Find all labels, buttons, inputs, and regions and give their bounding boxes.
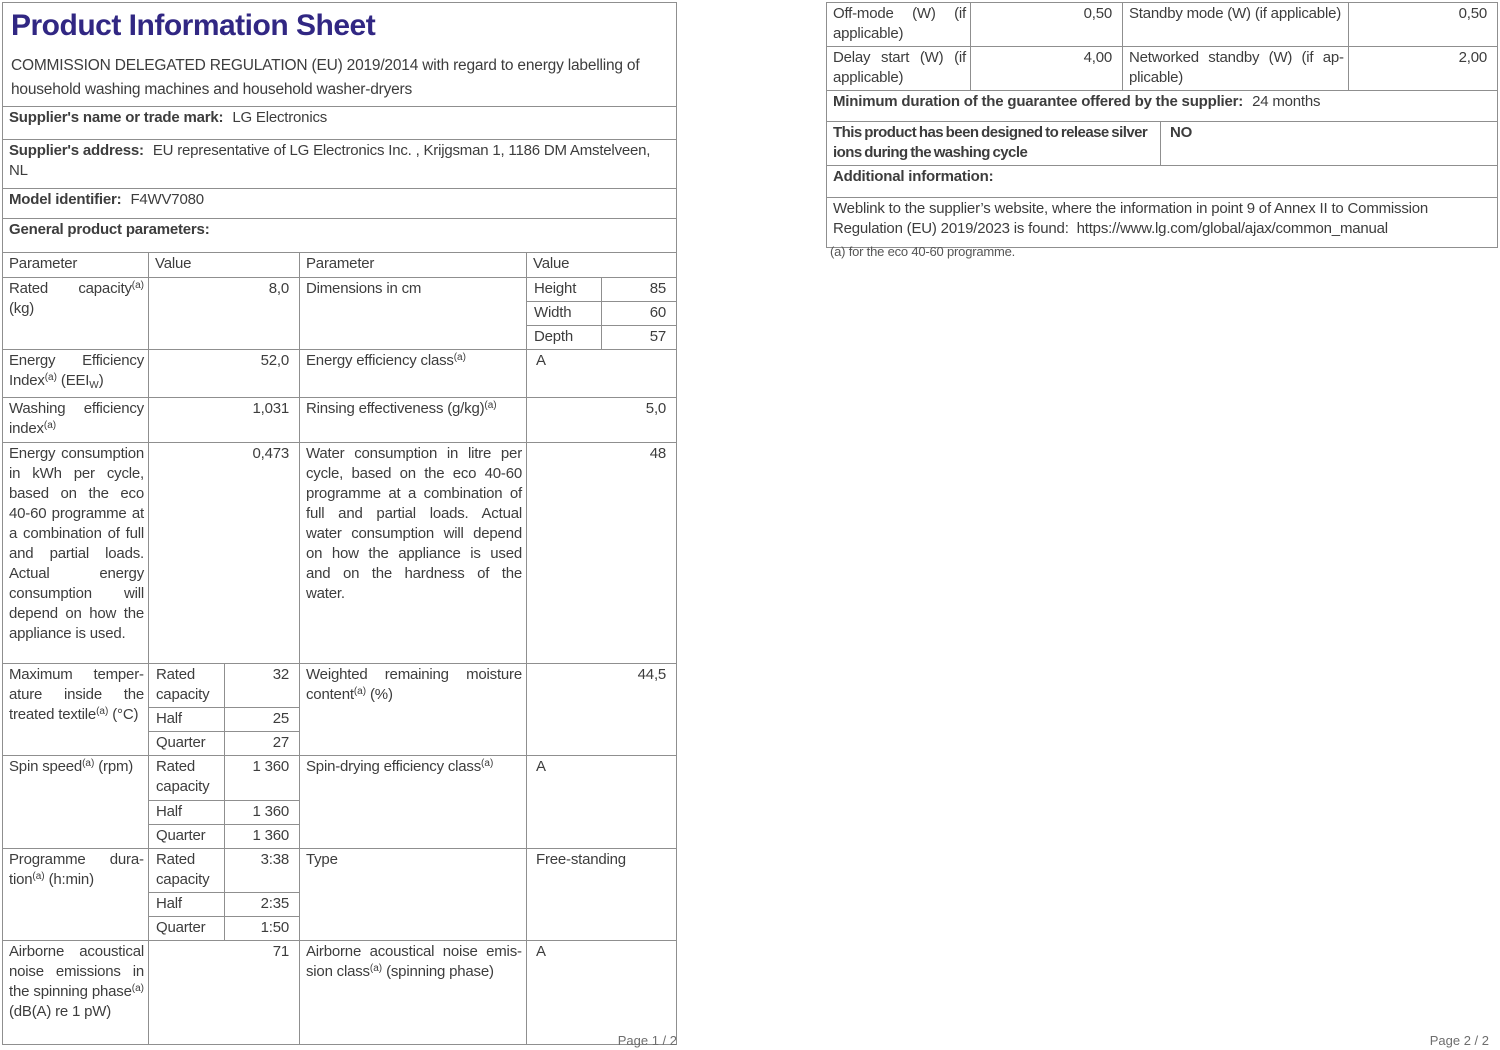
param-label: Networked standby (W) (if applicable) [1123, 47, 1349, 91]
load-value: 1 360 [225, 825, 300, 849]
column-header: Parameter [3, 253, 149, 278]
table-row-silver-ions [827, 122, 1498, 166]
table-row-guarantee [827, 91, 1498, 122]
silver-ions-label: This product has been designed to release silver ions during the washing cycle [827, 122, 1161, 166]
general-params-row [3, 219, 677, 253]
additional-info-cell [827, 166, 1498, 198]
column-header: Value [527, 253, 677, 278]
param-value: 52,0 [149, 350, 300, 398]
header-block-row [3, 3, 677, 107]
param-label: Rated capacity$^{(a)}$ (kg) [3, 278, 149, 350]
load-name: Half [149, 801, 225, 825]
load-name: Quarter [149, 917, 225, 941]
supplier-address-value: EU representative of LG Electronics Inc. , Krijgsman 1, 1186 DM Amstelveen, NL [9, 142, 651, 179]
param-label: Energy consumption in kWh per cycle, based on the eco 40-60 programme at a combination of full and partial loads. Actual energy consumption will depend on how the appliance is used. [3, 443, 149, 664]
page-1 [2, 2, 677, 1045]
param-label: Energy Efficiency Index$^{(a)}$ $(EEI_W)$ [3, 350, 149, 398]
param-value: 0,473 [149, 443, 300, 664]
param-label: Water consumption in litre per cycle, based on the eco 40-60 programme at a combination of full and partial loads. Actual water consumption will depend on how the appliance is used and on the hardness of the water. [300, 443, 527, 664]
table-row-max-temp [3, 664, 677, 708]
table-row-weblink [827, 198, 1498, 248]
param-value: 8,0 [149, 278, 300, 350]
model-identifier-value: F4WV7080 [130, 191, 204, 208]
table-row-delay-networked [827, 47, 1498, 91]
guarantee-cell [827, 91, 1498, 122]
table-row-additional-info [827, 166, 1498, 198]
table-row-spin-speed [3, 756, 677, 801]
page-1-number: Page 1 / 2 [617, 1033, 677, 1048]
page-2-number: Page 2 / 2 [1429, 1033, 1489, 1048]
load-name: Quarter [149, 825, 225, 849]
supplier-address-label: Supplier's address: [9, 142, 144, 159]
table-row-duration [3, 849, 677, 893]
param-label: Standby mode (W) (if applicable) [1123, 3, 1349, 47]
weblink-cell: Weblink to the supplier’s website, where the information in point 9 of Annex II to Commission Regulation (EU) 2019/2023 is found: https://www.lg.com/global/ajax/common_manual [827, 198, 1498, 248]
param-value: A [527, 756, 677, 849]
page-2 [826, 2, 1498, 248]
params-header-row [3, 253, 677, 278]
general-params-cell [3, 219, 677, 253]
param-label: Airborne acoustical noise emission class$^{(a)}$ (spinning phase) [300, 941, 527, 1045]
supplier-address-row [3, 140, 677, 189]
title-block [3, 3, 677, 107]
load-value: 1 360 [225, 756, 300, 801]
param-value: 48 [527, 443, 677, 664]
table-row-eei [3, 350, 677, 398]
param-label: Washing efficiency index$^{(a)}$ [3, 398, 149, 443]
load-name: Quarter [149, 732, 225, 756]
supplier-name-label: Supplier's name or trade mark: [9, 109, 224, 126]
dimension-name: Depth [527, 326, 602, 350]
table-row-rated-capacity [3, 278, 677, 302]
param-label: Dimensions in cm [300, 278, 527, 350]
load-name: Half [149, 708, 225, 732]
supplier-name-value: LG Electronics [232, 109, 328, 126]
guarantee-label: Minimum duration of the guarantee offered by the supplier: [833, 93, 1244, 110]
dimension-value: 85 [602, 278, 677, 302]
load-value: 27 [225, 732, 300, 756]
param-label: Rinsing effectiveness $(g/kg)^{(a)}$ [300, 398, 527, 443]
load-value: 25 [225, 708, 300, 732]
load-name: Rated capacity [149, 756, 225, 801]
load-value: 1:50 [225, 917, 300, 941]
model-identifier-cell [3, 189, 677, 219]
param-value: Free-standing [527, 849, 677, 941]
load-value: 1 360 [225, 801, 300, 825]
column-header: Value [149, 253, 300, 278]
load-name: Rated capacity [149, 849, 225, 893]
param-label: Spin-drying efficiency class$^{(a)}$ [300, 756, 527, 849]
table-row-noise [3, 941, 677, 1045]
supplier-name-cell [3, 107, 677, 140]
load-value: 32 [225, 664, 300, 708]
additional-info-label: Additional information: [833, 168, 994, 185]
dimension-value: 60 [602, 302, 677, 326]
param-label: Type [300, 849, 527, 941]
dimension-name: Width [527, 302, 602, 326]
param-label: Programme duration$^{(a)}$ (h:min) [3, 849, 149, 941]
param-label: Delay start (W) (if applicable) [827, 47, 971, 91]
model-identifier-row [3, 189, 677, 219]
supplier-name-row [3, 107, 677, 140]
silver-ions-value: NO [1161, 122, 1498, 166]
dimension-value: 57 [602, 326, 677, 350]
page-title: Product Information Sheet [11, 9, 376, 42]
model-identifier-label: Model identifier: [9, 191, 122, 208]
param-value: 1,031 [149, 398, 300, 443]
param-value: 2,00 [1349, 47, 1498, 91]
param-label: Weighted remaining moisture content$^{(a)}$ (%) [300, 664, 527, 756]
load-name: Half [149, 893, 225, 917]
general-params-label: General product parameters: [9, 221, 210, 238]
load-name: Rated capacity [149, 664, 225, 708]
param-label: Airborne acoustical noise emissions in the spinning phase$^{(a)}$ (dB(A) re 1 pW) [3, 941, 149, 1045]
param-value: 4,00 [971, 47, 1123, 91]
param-value: A [527, 350, 677, 398]
load-value: 3:38 [225, 849, 300, 893]
load-value: 2:35 [225, 893, 300, 917]
supplier-address-cell [3, 140, 677, 189]
table-row-off-standby [827, 3, 1498, 47]
column-header: Parameter [300, 253, 527, 278]
table-row-washing [3, 398, 677, 443]
param-value: 0,50 [971, 3, 1123, 47]
guarantee-value: 24 months [1252, 93, 1321, 110]
param-value: A [527, 941, 677, 1045]
param-value: 0,50 [1349, 3, 1498, 47]
table-row-energy [3, 443, 677, 664]
param-value: 44,5 [527, 664, 677, 756]
param-label: Maximum temperature inside the treated textile$^{(a)}$ (°C) [3, 664, 149, 756]
regulation-text: COMMISSION DELEGATED REGULATION (EU) 2019/2014 with regard to energy labelling of household washing machines and household washer-dryers [11, 57, 640, 98]
dimension-name: Height [527, 278, 602, 302]
param-label: Off-mode (W) (if applicable) [827, 3, 971, 47]
param-value: 5,0 [527, 398, 677, 443]
footnote-eco-programme: (a) for the eco 40-60 programme. [830, 244, 1016, 259]
param-label: Energy efficiency class$^{(a)}$ [300, 350, 527, 398]
param-label: Spin speed$^{(a)}$ (rpm) [3, 756, 149, 849]
param-value: 71 [149, 941, 300, 1045]
